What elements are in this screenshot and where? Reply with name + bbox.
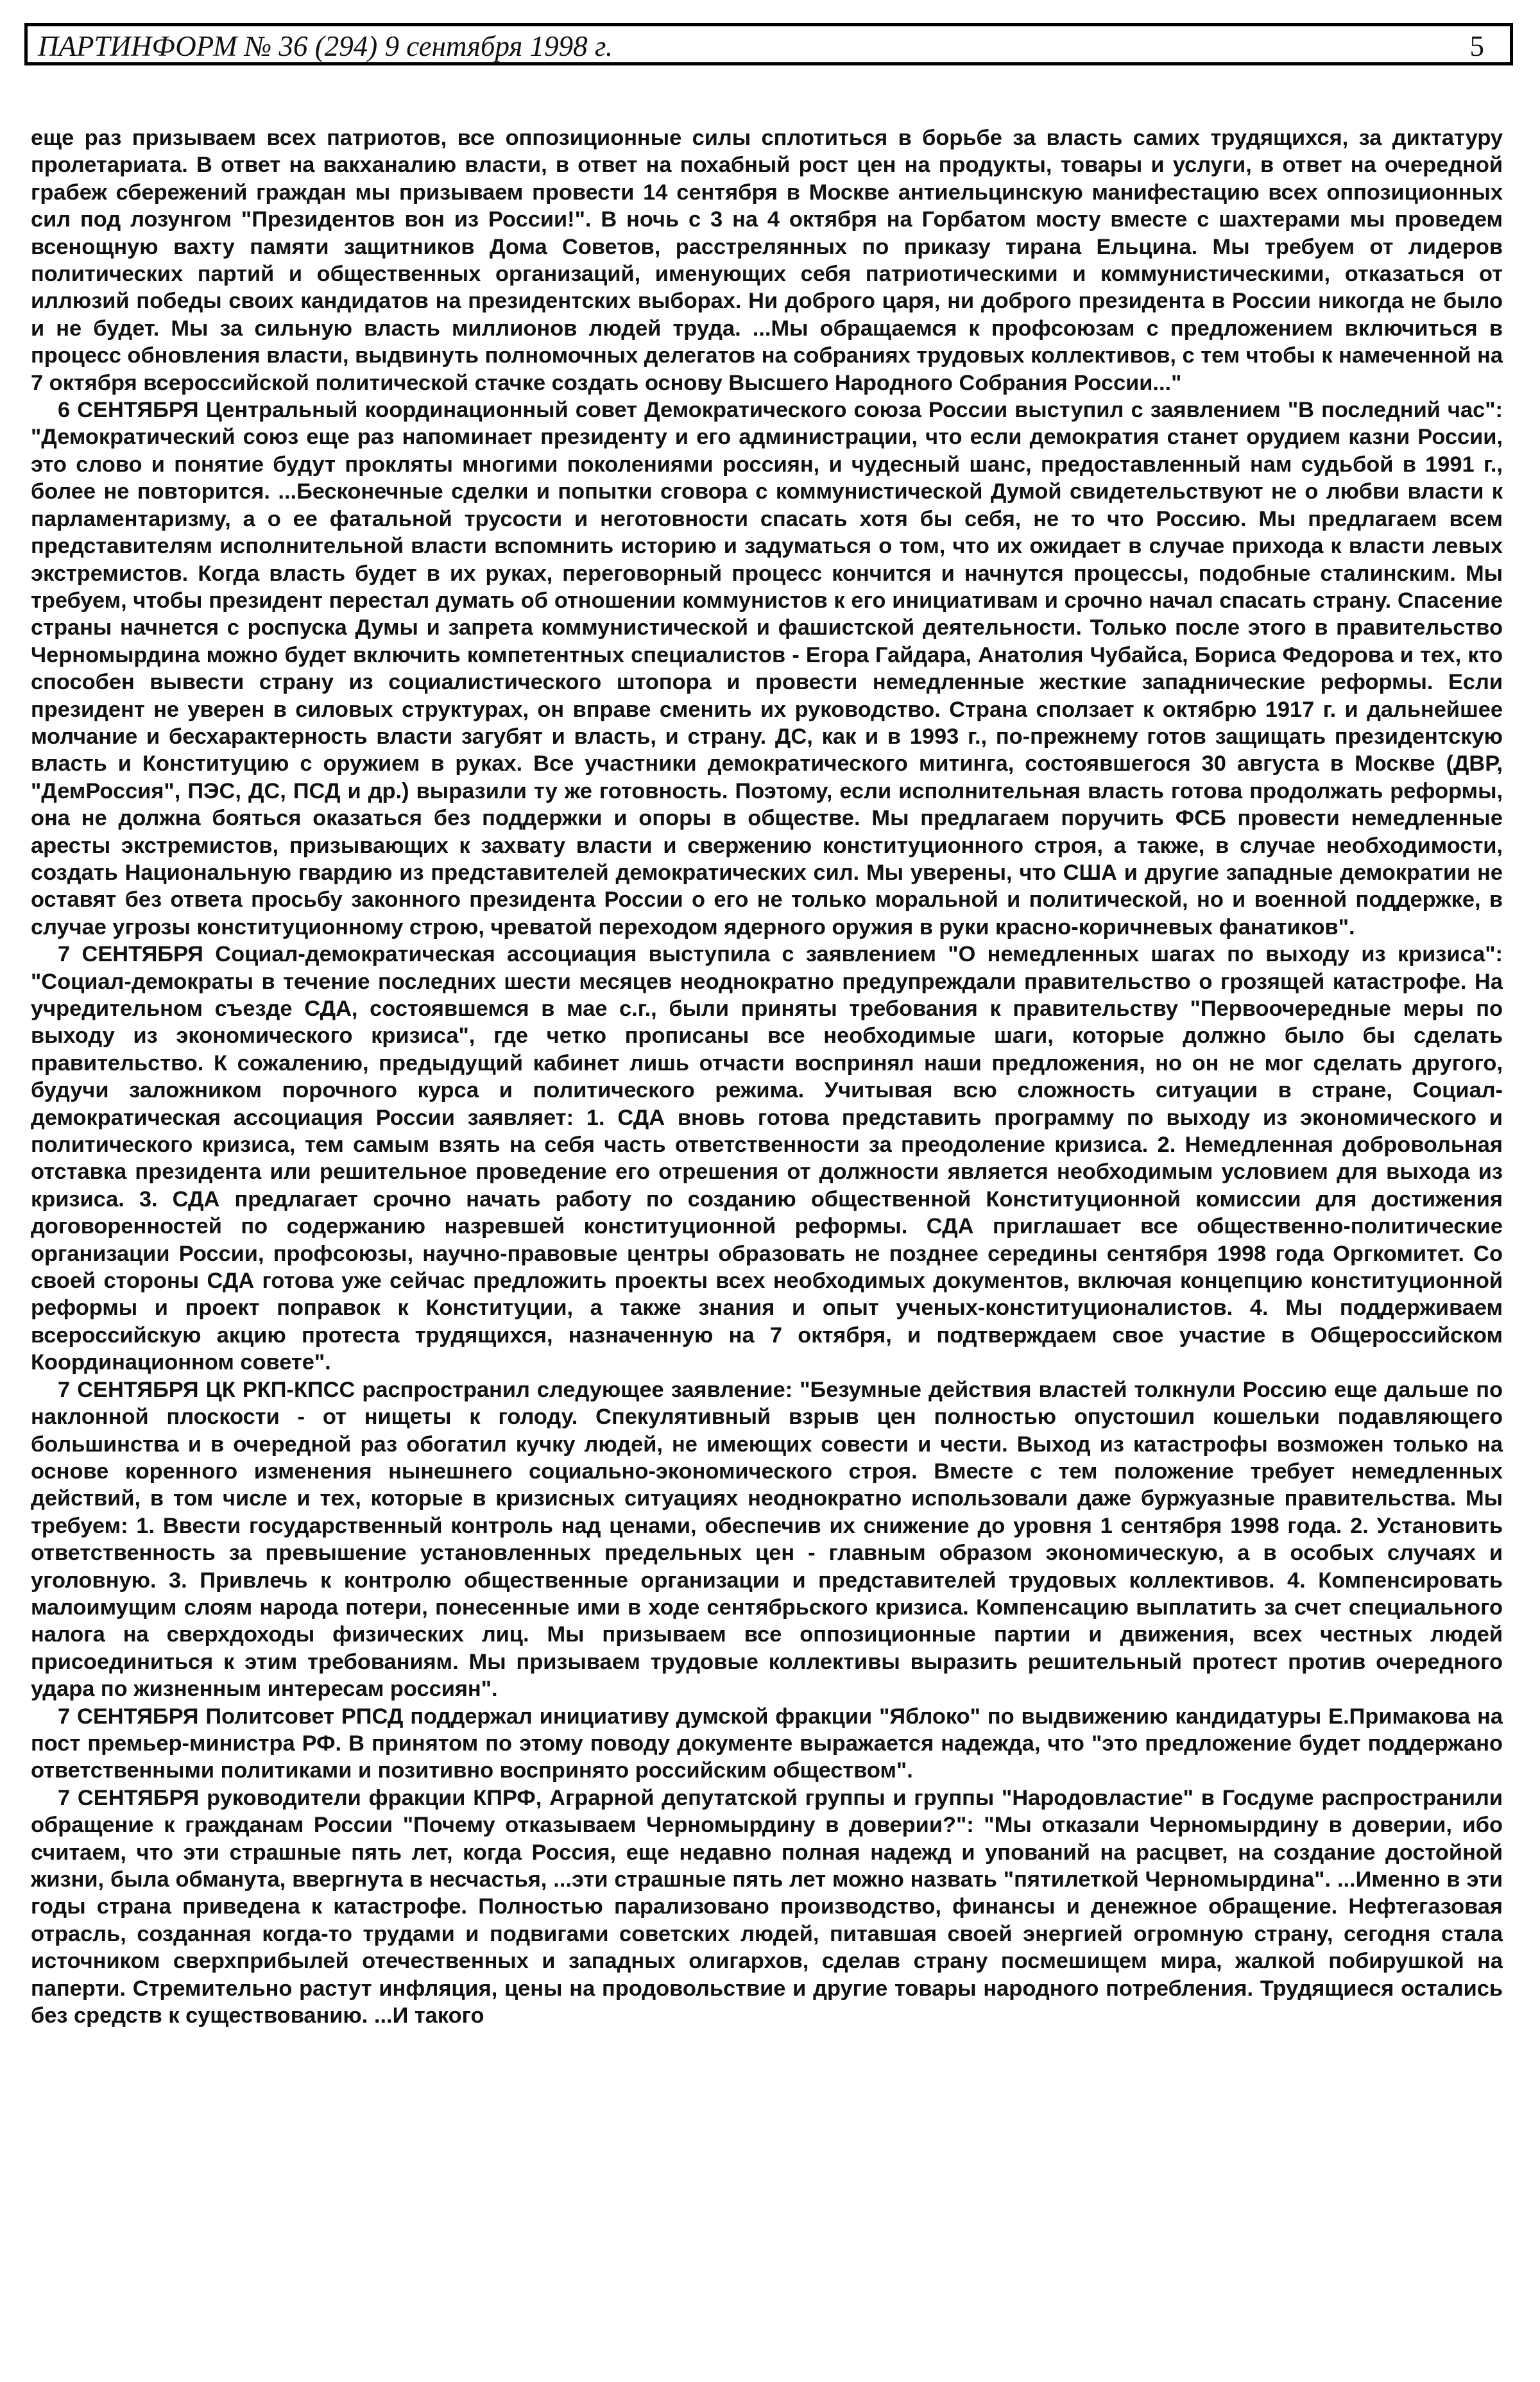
paragraph-text: Политсовет РПСД поддержал инициативу думской фракции "Яблоко" по выдвижению кандидатуры Е.Примакова на пост премьер-министра РФ. В принятом по этому поводу документе выражается надежда, что "это предложение будет поддержано ответственными политиками и позитивно воспринято российским обществом". [31, 1704, 1503, 1783]
paragraph-text: еще раз призываем всех патриотов, все оппозиционные силы сплотиться в борьбе за власть самих трудящихся, за диктатуру пролетариата. В ответ на вакханалию власти, в ответ на похабный рост цен на продукты, товары и услуги, в ответ на очередной грабеж сбережений граждан мы призываем провести 14 сентября в Москве антиельцинскую манифестацию всех оппозиционных сил под лозунгом "Президентов вон из России!". В ночь с 3 на 4 октября на Горбатом мосту вместе с шахтерами мы проведем всенощную вахту памяти защитников Дома Советов, расстрелянных по приказу тирана Ельцина. Мы требуем от лидеров политических партий и общественных организаций, именующих себя патриотическими и коммунистическими, отказаться от иллюзий победы своих кандидатов на президентских выборах. Ни доброго царя, ни доброго президента в России никогда не было и не будет. Мы за сильную власть миллионов людей труда. ...Мы обращаемся к профсоюзам с предложением включиться в процесс обновления власти, выдвинуть полномочных делегатов на собраниях трудовых коллективов, с тем чтобы к намеченной на 7 октября всероссийской политической стачке создать основу Высшего Народного Собрания России..." [31, 126, 1503, 395]
article-body [31, 124, 1503, 2029]
news-date: 7 СЕНТЯБРЯ [58, 1377, 199, 1402]
paragraph-text: Социал-демократическая ассоциация выступила с заявлением "О немедленных шагах по выходу из кризиса": "Социал-демократы в течение последних шести месяцев неоднократно предупреждали правительство о грозящей катастрофе. На учредительном съезде СДА, состоявшемся в мае с.г., были приняты требования к правительству "Первоочередные меры по выходу из экономического кризиса", где четко прописаны все необходимые шаги, которые должно было бы сделать правительство. К сожалению, предыдущий кабинет лишь отчасти воспринял наши предложения, но он не мог сделать другого, будучи заложником порочного курса и политического режима. Учитывая всю сложность ситуации в стране, Социал-демократическая ассоциация России заявляет: 1. СДА вновь готова представить программу по выходу из экономического и политического кризиса, тем самым взять на себя часть ответственности за преодоление кризиса. 2. Немедленная добровольная отставка президента или решительное проведение его отрешения от должности является необходимым условием для выхода из кризиса. 3. СДА предлагает срочно начать работу по созданию общественной Конституционной комиссии для достижения договоренностей по содержанию назревшей конституционной реформы. СДА приглашает все общественно-политические организации России, профсоюзы, научно-правовые центры образовать не позднее середины сентября 1998 года Оргкомитет. Со своей стороны СДА готова уже сейчас предложить проекты всех необходимых документов, включая концепцию конституционной реформы и проект поправок к Конституции, а также знания и опыт ученых-конституционалистов. 4. Мы поддерживаем всероссийскую акцию протеста трудящихся, назначенную на 7 октября, и подтверждаем свое участие в Общероссийском Координационном совете". [31, 942, 1503, 1375]
news-item [31, 397, 1503, 941]
news-item [31, 941, 1503, 1376]
page-number: 5 [1469, 30, 1484, 62]
paragraph-text: Центральный координационный совет Демократического союза России выступил с заявлением "В последний час": "Демократический союз еще раз напоминает президенту и его администрации, что если демократия станет орудием казни России, это слово и понятие будут прокляты многими поколениями россиян, и чудесный шанс, предоставленный нам судьбой в 1991 г., более не повторится. ...Бесконечные сделки и попытки сговора с коммунистической Думой свидетельствуют не о любви власти к парламентаризму, а о ее фатальной трусости и неготовности спасать хотя бы себя, не то что Россию. Мы предлагаем всем представителям исполнительной власти вспомнить историю и задуматься о том, что их ожидает в случае прихода к власти левых экстремистов. Когда власть будет в их руках, переговорный процесс кончится и начнутся процессы, подобные сталинским. Мы требуем, чтобы президент перестал думать об отношении коммунистов к его инициативам и срочно начал спасать страну. Спасение страны начнется с роспуска Думы и запрета коммунистической и фашистской деятельности. Только после этого в правительство Черномырдина можно будет включить компетентных специалистов - Егора Гайдара, Анатолия Чубайса, Бориса Федорова и тех, кто способен вывести страну из социалистического штопора и провести немедленные жесткие западнические реформы. Если президент не уверен в силовых структурах, он вправе сменить их руководство. Страна сползает к октябрю 1917 г. и дальнейшее молчание и бесхарактерность власти загубят и власть, и страну. ДС, как и в 1993 г., по-прежнему готов защищать президентскую власть и Конституцию с оружием в руках. Все участники демократического митинга, состоявшегося 30 августа в Москве (ДВР, "ДемРоссия", ПЭС, ДС, ПСД и др.) выразили ту же готовность. Поэтому, если исполнительная власть готова продолжать реформы, она не должна бояться оказаться без поддержки и опоры в обществе. Мы предлагаем поручить ФСБ провести немедленные аресты экстремистов, призывающих к захвату власти и свержению конституционного строя, а также, в случае необходимости, создать Национальную гвардию из представителей демократических сил. Мы уверены, что США и другие западные демократии не оставят без ответа просьбу законного президента России о его не только моральной и политической, но и военной поддержке, в случае угрозы конституционному строю, чреватой переходом ядерного оружия в руки красно-коричневых фанатиков". [31, 398, 1503, 939]
page-header [24, 23, 1513, 65]
news-item [31, 1785, 1503, 2030]
paragraph-text: руководители фракции КПРФ, Аграрной депутатской группы и группы "Народовластие" в Госдуме распространили обращение к гражданам России "Почему отказываем Черномырдину в доверии?": "Мы отказали Черномырдину в доверии, ибо считаем, что эти страшные пять лет, когда Россия, еще недавно полная надежд и упований на расцвет, на создание достойной жизни, была обманута, ввергнута в несчастья, ...эти страшные пять лет можно назвать "пятилеткой Черномырдина". ...Именно в эти годы страна приведена к катастрофе. Полностью парализовано производство, финансы и денежное обращение. Нефтегазовая отрасль, созданная когда-то трудами и подвигами советских людей, питавшая своей энергией огромную страну, сегодня стала источником сверхприбылей отечественных и западных олигархов, сделав страну посмешищем мира, жалкой побирушкой на паперти. Стремительно растут инфляция, цены на продовольствие и другие товары народного потребления. Трудящиеся остались без средств к существованию. ...И такого [31, 1785, 1503, 2028]
news-date: 6 СЕНТЯБРЯ [58, 398, 199, 423]
news-item [31, 1376, 1503, 1703]
news-item [31, 1703, 1503, 1785]
news-date: 7 СЕНТЯБРЯ [58, 1785, 200, 1810]
paragraph-text: ЦК РКП-КПСС распространил следующее заявление: "Безумные действия властей толкнули Россию еще дальше по наклонной плоскости - от нищеты к голоду. Спекулятивный взрыв цен полностью опустошил кошельки подавляющего большинства и в очередной раз обогатил кучку людей, не имеющих совести и чести. Выход из катастрофы возможен только на основе коренного изменения нынешнего социально-экономического строя. Вместе с тем положение требует немедленных действий, в том числе и тех, которые в кризисных ситуациях неоднократно использовали даже буржуазные правительства. Мы требуем: 1. Ввести государственный контроль над ценами, обеспечив их снижение до уровня 1 сентября 1998 года. 2. Установить ответственность за превышение установленных предельных цен - главным образом экономическую, а в особых случаях и уголовную. 3. Привлечь к контролю общественные организации и представителей трудовых коллективов. 4. Компенсировать малоимущим слоям народа потери, понесенные ими в ходе сентябрьского кризиса. Компенсацию выплатить за счет специального налога на сверхдоходы физических лиц. Мы призываем все оппозиционные партии и движения, всех честных людей присоединиться к этим требованиям. Мы призываем трудовые коллективы выразить решительный протест против очередного удара по жизненным интересам россиян". [31, 1377, 1503, 1702]
newspaper-title: ПАРТИНФОРМ № 36 (294) 9 сентября 1998 г. [38, 30, 613, 62]
paragraph-continued [31, 124, 1503, 397]
news-date: 7 СЕНТЯБРЯ [58, 1704, 199, 1729]
news-date: 7 СЕНТЯБРЯ [58, 942, 203, 967]
